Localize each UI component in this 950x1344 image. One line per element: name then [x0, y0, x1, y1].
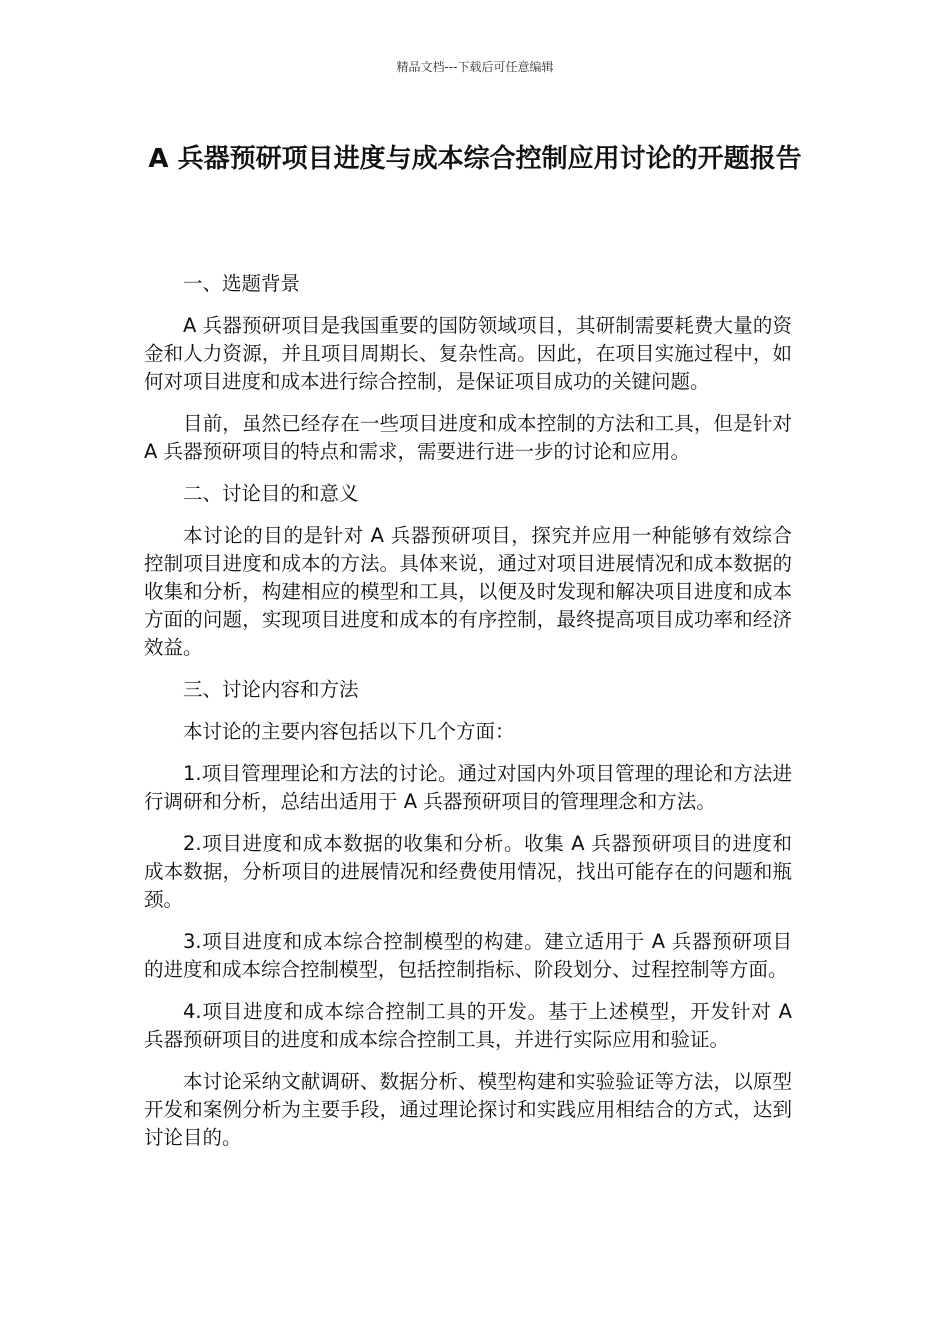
header-note: 精品文档---下载后可任意编辑 [396, 60, 554, 74]
list-item: 4.项目进度和成本综合控制工具的开发。基于上述模型，开发针对 A 兵器预研项目的进度和成本综合控制工具，并进行实际应用和验证。 [144, 1000, 792, 1051]
document-title: A 兵器预研项目进度与成本综合控制应用讨论的开题报告 [148, 144, 802, 174]
paragraph: A 兵器预研项目是我国重要的国防领域项目，其研制需要耗费大量的资金和人力资源，并且项目周期长、复杂性高。因此，在项目实施过程中，如何对项目进度和成本进行综合控制，是保证项目成功的关键问题。 [144, 314, 792, 393]
list-item: 2.项目进度和成本数据的收集和分析。收集 A 兵器预研项目的进度和成本数据，分析项目的进展情况和经费使用情况，找出可能存在的问题和瓶颈。 [144, 832, 792, 911]
section-heading-purpose: 二、讨论目的和意义 [183, 482, 359, 505]
paragraph: 本讨论的目的是针对 A 兵器预研项目，探究并应用一种能够有效综合控制项目进度和成本的方法。具体来说，通过对项目进展情况和成本数据的收集和分析，构建相应的模型和工具，以便及时发现和解决项目进度和成本方面的问题，实现项目进度和成本的有序控制，最终提高项目成功率和经济效益。 [144, 524, 792, 659]
list-item: 3.项目进度和成本综合控制模型的构建。建立适用于 A 兵器预研项目的进度和成本综合控制模型，包括控制指标、阶段划分、过程控制等方面。 [144, 930, 792, 981]
paragraph: 本讨论采纳文献调研、数据分析、模型构建和实验验证等方法，以原型开发和案例分析为主要手段，通过理论探讨和实践应用相结合的方式，达到讨论目的。 [144, 1070, 792, 1149]
paragraph: 本讨论的主要内容包括以下几个方面： [183, 720, 515, 743]
list-item: 1.项目管理理论和方法的讨论。通过对国内外项目管理的理论和方法进行调研和分析，总结出适用于 A 兵器预研项目的管理理念和方法。 [144, 762, 792, 813]
section-heading-methods: 三、讨论内容和方法 [183, 678, 359, 701]
paragraph: 目前，虽然已经存在一些项目进度和成本控制的方法和工具，但是针对 A 兵器预研项目的特点和需求，需要进行进一步的讨论和应用。 [144, 412, 792, 463]
section-heading-background: 一、选题背景 [183, 272, 301, 295]
document-body [144, 270, 792, 1166]
